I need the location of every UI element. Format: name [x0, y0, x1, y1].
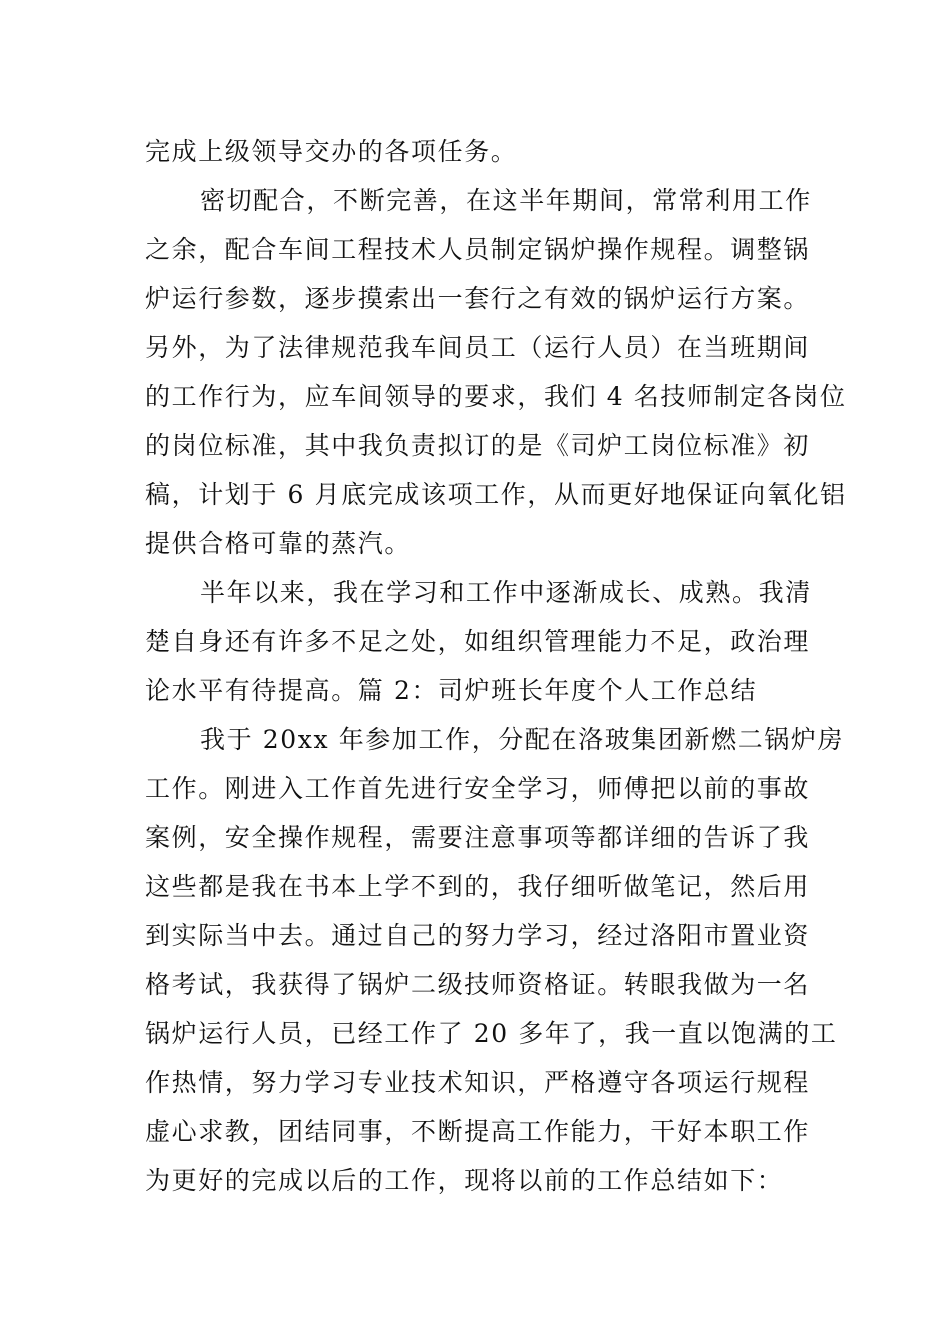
text-line: 炉运行参数，逐步摸索出一套行之有效的锅炉运行方案。 [145, 284, 811, 313]
text-line: 工作。刚进入工作首先进行安全学习，师傅把以前的事故 [145, 774, 811, 803]
text-line: 作热情，努力学习专业技术知识，严格遵守各项运行规程 [145, 1068, 811, 1097]
text-line: 虚心求教，团结同事，不断提高工作能力，干好本职工作 [145, 1117, 811, 1146]
paragraph-start-line: 半年以来，我在学习和工作中逐渐成长、成熟。我清 [200, 578, 812, 607]
paragraph-start-line: 密切配合，不断完善，在这半年期间，常常利用工作 [200, 186, 812, 215]
text-line: 锅炉运行人员，已经工作了 20 多年了，我一直以饱满的工 [145, 1019, 838, 1048]
text-line: 为更好的完成以后的工作，现将以前的工作总结如下： [145, 1166, 784, 1195]
text-line: 完成上级领导交办的各项任务。 [145, 137, 518, 166]
text-line: 楚自身还有许多不足之处，如组织管理能力不足，政治理 [145, 627, 811, 656]
text-line: 的岗位标准，其中我负责拟订的是《司炉工岗位标准》初 [145, 431, 811, 460]
text-line: 提供合格可靠的蒸汽。 [145, 529, 412, 558]
text-line: 格考试，我获得了锅炉二级技师资格证。转眼我做为一名 [145, 970, 811, 999]
text-line: 之余，配合车间工程技术人员制定锅炉操作规程。调整锅 [145, 235, 811, 264]
text-line: 的工作行为，应车间领导的要求，我们 4 名技师制定各岗位 [145, 382, 847, 411]
text-line: 到实际当中去。通过自己的努力学习，经过洛阳市置业资 [145, 921, 811, 950]
body-text [145, 127, 847, 1205]
text-line: 案例，安全操作规程，需要注意事项等都详细的告诉了我 [145, 823, 811, 852]
text-line: 这些都是我在书本上学不到的，我仔细听做笔记，然后用 [145, 872, 811, 901]
text-line: 稿，计划于 6 月底完成该项工作，从而更好地保证向氧化铝 [145, 480, 847, 509]
paragraph-start-line: 我于 20xx 年参加工作，分配在洛玻集团新燃二锅炉房 [200, 725, 845, 754]
text-line: 论水平有待提高。篇 2：司炉班长年度个人工作总结 [145, 676, 758, 705]
text-line: 另外，为了法律规范我车间员工（运行人员）在当班期间 [145, 333, 811, 362]
